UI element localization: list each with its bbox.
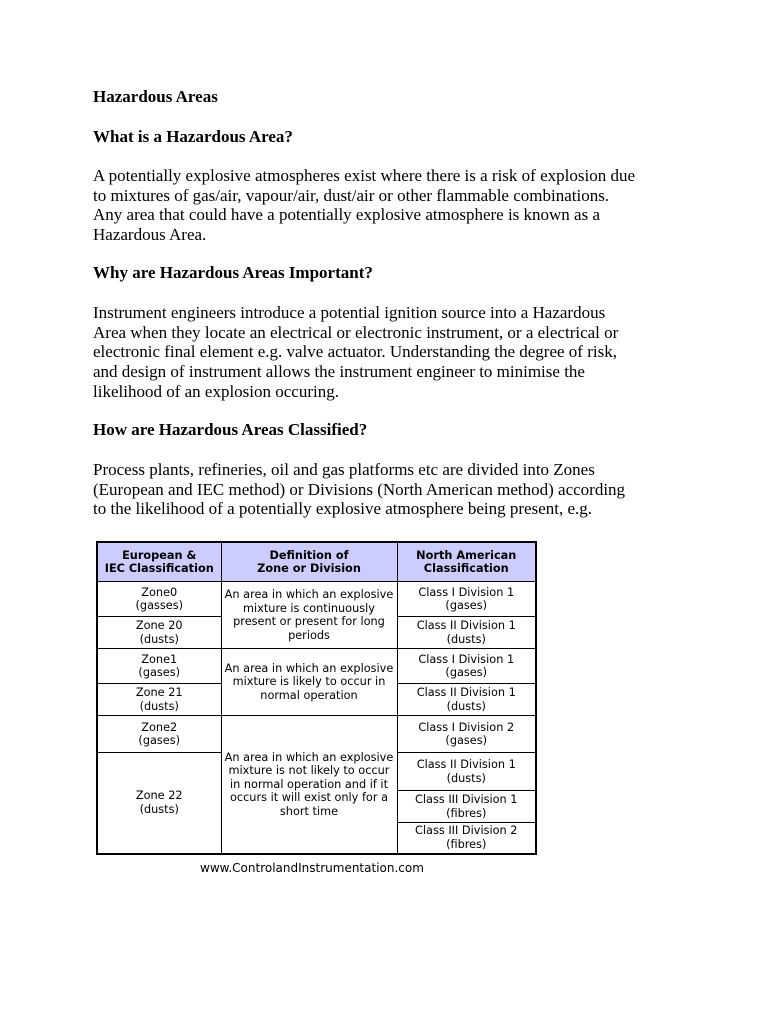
header-definition (221, 542, 397, 582)
definition-cell (221, 582, 397, 649)
text-line: Process plants, refineries, oil and gas platforms etc are divided into Zones (93, 460, 595, 479)
na-class-cell (397, 582, 536, 617)
na-class: Class III Division 2 (415, 824, 518, 838)
definition-line: mixture is continuously (243, 601, 375, 615)
definition-cell (221, 716, 397, 854)
section-heading-why: Why are Hazardous Areas Important? (93, 263, 373, 282)
zone-cell (97, 684, 221, 716)
na-type: (dusts) (446, 699, 486, 713)
header-line: Definition of (269, 548, 349, 562)
text-line: Hazardous Area. (93, 225, 207, 245)
header-line: North American (416, 548, 517, 562)
header-line: IEC Classification (104, 562, 214, 575)
na-type: (gases) (445, 666, 488, 679)
paragraph-what (93, 166, 683, 245)
text-line: electronic final element e.g. valve actuator. Understanding the degree of risk, (93, 342, 617, 362)
section-heading-how: How are Hazardous Areas Classified? (93, 420, 368, 439)
definition-line: mixture is likely to occur in (232, 675, 386, 689)
source-url: www.ControlandInstrumentation.com (200, 861, 424, 875)
na-class: Class III Division 1 (415, 793, 518, 806)
header-north-american (397, 542, 536, 582)
page-title: Hazardous Areas (93, 87, 218, 106)
zone-name: Zone 22 (135, 789, 183, 803)
zone-type: (dusts) (139, 802, 179, 816)
na-class-cell (397, 716, 536, 753)
zone-cell (97, 753, 221, 854)
definition-cell (221, 649, 397, 716)
text-line: to the likelihood of a potentially explosive atmosphere being present, e.g. (93, 499, 593, 519)
na-type: (gases) (445, 599, 488, 612)
na-class-cell (397, 649, 536, 684)
na-class-cell (397, 684, 536, 716)
na-type: (fibres) (446, 837, 487, 851)
definition-line: in normal operation and if it (229, 777, 388, 791)
zone-type: (gases) (138, 734, 181, 747)
zone-cell (97, 649, 221, 684)
na-type: (fibres) (446, 806, 487, 820)
table-header-row (97, 542, 536, 582)
zone-name: Zone 21 (135, 686, 183, 699)
na-type: (dusts) (446, 771, 486, 785)
zone-name: Zone 20 (135, 619, 183, 632)
zone-cell (97, 617, 221, 649)
table-row (97, 716, 536, 753)
na-type: (dusts) (446, 632, 486, 646)
paragraph-why (93, 303, 683, 402)
zone-type: (gasses) (135, 599, 183, 612)
definition-line: mixture is not likely to occur (228, 764, 390, 777)
na-class: Class II Division 1 (416, 619, 516, 632)
definition-line: normal operation (260, 688, 358, 702)
na-class-cell (397, 791, 536, 823)
header-european-iec (97, 542, 221, 582)
header-line: European & (122, 548, 197, 562)
zone-type: (gases) (138, 666, 181, 679)
definition-line: An area in which an explosive (224, 588, 394, 601)
definition-line: An area in which an explosive (224, 750, 394, 764)
zone-name: Zone2 (141, 720, 178, 734)
zone-cell (97, 582, 221, 617)
text-line: likelihood of an explosion occuring. (93, 381, 339, 401)
header-line: Classification (423, 562, 509, 575)
zone-name: Zone1 (141, 652, 178, 666)
paragraph-how (93, 460, 683, 519)
definition-line: periods (288, 628, 330, 642)
section-heading-what: What is a Hazardous Area? (93, 127, 293, 146)
na-type: (gases) (445, 734, 488, 747)
na-class: Class I Division 2 (418, 720, 515, 734)
na-class: Class II Division 1 (416, 758, 516, 771)
classification-table (96, 541, 537, 855)
text-line: Area when they locate an electrical or electronic instrument, or a electrical or (93, 322, 619, 342)
definition-line: An area in which an explosive (224, 661, 394, 675)
na-class-cell (397, 753, 536, 791)
zone-cell (97, 716, 221, 753)
na-class-cell (397, 617, 536, 649)
na-class-cell (397, 823, 536, 854)
na-class: Class I Division 1 (418, 585, 515, 599)
definition-line: short time (279, 804, 339, 818)
zone-type: (dusts) (139, 699, 179, 713)
definition-line: occurs it will exist only for a (229, 791, 389, 804)
zone-type: (dusts) (139, 632, 179, 646)
text-line: A potentially explosive atmospheres exist where there is a risk of explosion due (93, 166, 635, 185)
text-line: Any area that could have a potentially explosive atmosphere is known as a (93, 205, 601, 225)
text-line: (European and IEC method) or Divisions (North American method) according (93, 479, 626, 499)
text-line: and design of instrument allows the instrument engineer to minimise the (93, 362, 585, 382)
table-row (97, 582, 536, 617)
header-line: Zone or Division (257, 562, 361, 575)
text-line: to mixtures of gas/air, vapour/air, dust/air or other flammable combinations. (93, 185, 610, 205)
table-row (97, 649, 536, 684)
text-line: Instrument engineers introduce a potential ignition source into a Hazardous (93, 303, 606, 322)
na-class: Class I Division 1 (418, 652, 515, 666)
definition-line: present or present for long (233, 615, 385, 628)
zone-name: Zone0 (141, 585, 178, 599)
na-class: Class II Division 1 (416, 686, 516, 699)
